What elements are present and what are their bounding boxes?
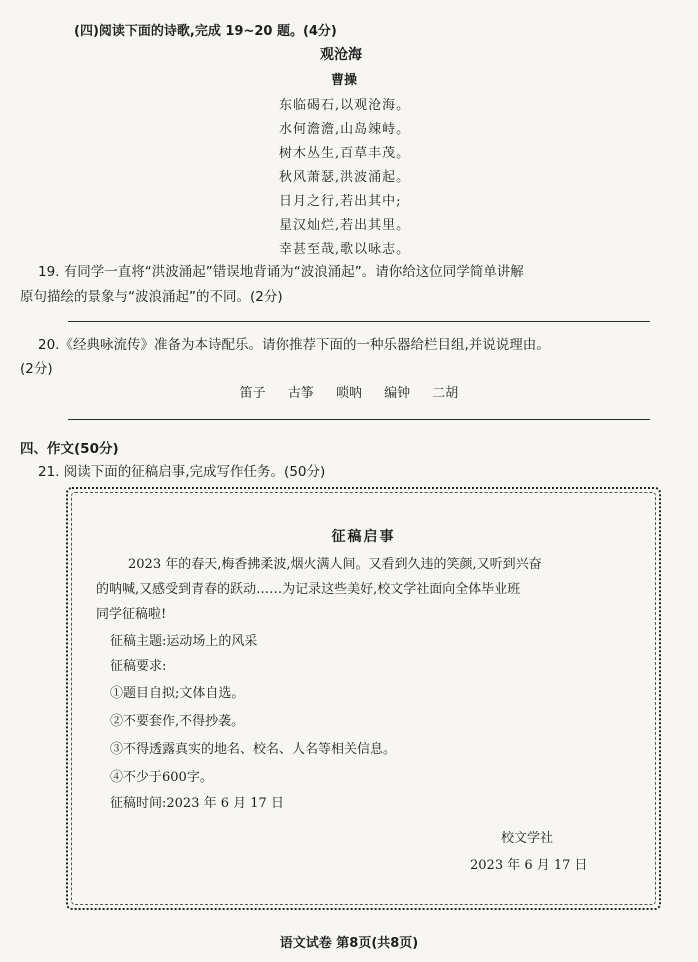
notice-paragraph-line: 的呐喊,又感受到青春的跃动……为记录这些美好,校文学社面向全体毕业班 (96, 582, 521, 597)
notice-requirement: ①题目自拟;文体自选。 (110, 686, 245, 701)
poem-line: 水何澹澹,山岛竦峙。 (279, 122, 411, 137)
answer-line-19 (68, 321, 650, 322)
poem-line: 秋风萧瑟,洪波涌起。 (279, 170, 411, 185)
call-for-papers-box (66, 487, 661, 910)
poem-line: 星汉灿烂,若出其里。 (279, 218, 411, 233)
notice-deadline: 征稿时间:2023 年 6 月 17 日 (110, 796, 284, 811)
instrument-options (0, 382, 698, 401)
notice-requirement: ④不少于600字。 (110, 770, 213, 785)
notice-date: 2023 年 6 月 17 日 (470, 858, 588, 873)
notice-paragraph-line: 同学征稿啦! (96, 607, 167, 622)
question-19-line1: 19. 有同学一直将“洪波涌起”错误地背诵为“波浪涌起”。请你给这位同学简单讲解 (38, 264, 524, 280)
question-20-line2: (2分) (20, 361, 53, 377)
notice-signature: 校文学社 (501, 831, 554, 846)
question-19-line2: 原句描绘的景象与“波浪涌起”的不同。(2分) (20, 289, 283, 305)
poem-line: 树木丛生,百草丰茂。 (279, 146, 411, 161)
section-4-heading: (四)阅读下面的诗歌,完成 19~20 题。(4分) (74, 24, 337, 39)
instrument-option: 古筝 (287, 386, 314, 401)
notice-theme: 征稿主题:运动场上的风采 (110, 634, 258, 649)
poem-title: 观沧海 (320, 47, 362, 63)
question-20-line1: 20.《经典咏流传》准备为本诗配乐。请你推荐下面的一种乐器给栏目组,并说说理由。 (38, 337, 550, 353)
notice-requirement: ②不要套作,不得抄袭。 (110, 714, 245, 729)
poem-line: 东临碣石,以观沧海。 (279, 98, 411, 113)
writing-section-heading: 四、作文(50分) (20, 441, 119, 457)
instrument-option: 编钟 (384, 386, 411, 401)
instrument-option: 笛子 (239, 386, 266, 401)
page-footer: 语文试卷 第8页(共8页) (279, 936, 419, 951)
notice-paragraph-line: 2023 年的春天,梅香拂柔波,烟火满人间。又看到久违的笑颜,又听到兴奋 (128, 557, 542, 572)
instrument-option: 唢呐 (335, 386, 362, 401)
question-21: 21. 阅读下面的征稿启事,完成写作任务。(50分) (38, 464, 326, 480)
notice-requirement: ③不得透露真实的地名、校名、人名等相关信息。 (110, 742, 397, 757)
instrument-option: 二胡 (432, 386, 459, 401)
notice-requirements-label: 征稿要求: (110, 659, 167, 674)
answer-line-20 (68, 419, 650, 420)
poem-author: 曹操 (331, 73, 358, 88)
poem-line: 幸甚至哉,歌以咏志。 (279, 242, 411, 257)
poem-line: 日月之行,若出其中; (279, 194, 402, 209)
notice-title: 征稿启事 (331, 529, 396, 545)
